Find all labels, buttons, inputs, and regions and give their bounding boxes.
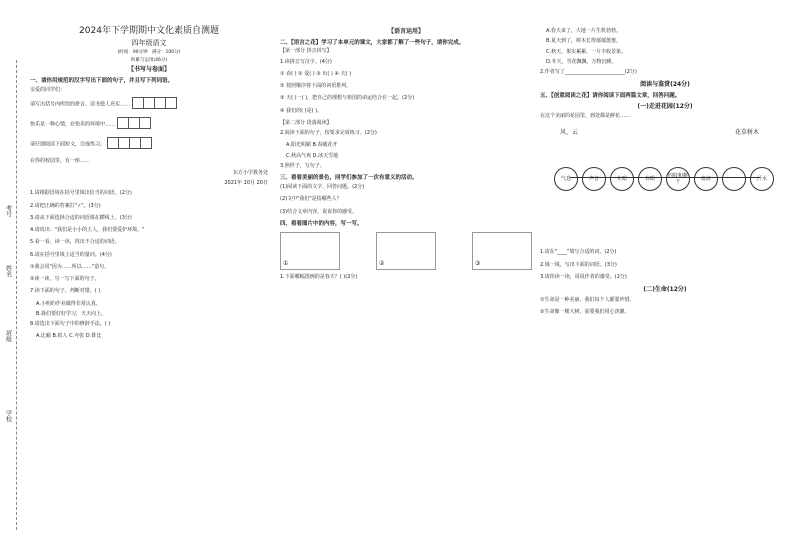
list-item: 5.看一看，读一读，找出不合适的词语。 (30, 239, 120, 246)
middle-column (280, 0, 532, 544)
part-title: 【第二部分 段落阅读】 (280, 119, 332, 126)
pinyin-boxes[interactable] (132, 97, 176, 111)
diagram-node: 右眼 (638, 167, 662, 191)
list-item: 3.照样子，写句子。 (280, 162, 325, 169)
list-item: 2.阅读下面的句子，按要求完成练习。(2分) (280, 130, 377, 137)
list-item: 1.读拼音写汉字。(4分) (280, 58, 332, 65)
list-item: 1.下面哪幅图画的是春天？( )(2分) (280, 273, 358, 280)
option: A.春天来了，大地一片生机勃勃。 (546, 28, 621, 34)
diagram-node: 血液 (694, 167, 718, 191)
list-item: (3)结合文章内容，说说你的感受。 (280, 208, 358, 215)
left-column (30, 0, 268, 544)
picture-2: ② (376, 232, 436, 270)
section-header: 阅读与鉴赏(24分) (640, 81, 690, 89)
option: B.我们要好好学习，天天向上。 (36, 310, 107, 317)
list-item: 8.请选出下面句子中的修辞手法。( ) (30, 321, 111, 328)
option: A.小明的作业做得非常认真。 (36, 300, 101, 307)
paragraph: 在你的校园里，有一座…… (30, 157, 91, 164)
passage-title: (二)生命(12分) (643, 286, 687, 294)
list-item: ①我会用"因为……所以……"造句。 (30, 263, 110, 270)
greeting: 亲爱的同学们： (30, 86, 66, 93)
list-item: 2.作者写了________________________(2分) (540, 69, 637, 75)
option: C.秋高气爽 D.冰天雪地 (286, 152, 339, 159)
list-item: ① 看( ) ② 爱( ) ③ 出( ) ④ 夫( ) (280, 70, 352, 77)
time-score: (时间：90分钟 满分：100分) (117, 50, 181, 55)
exam-title: 2024年下学期期中文化素质自测题 (79, 26, 219, 36)
list-item: ③ 天( )一( )，把自己的理想与祖国的命运结合在一起。(2分) (280, 95, 415, 102)
option: D.冬天，雪花飘飘，万物沉睡。 (546, 58, 617, 65)
paragraph: ②生命像一棵大树，需要我们用心浇灌。 (540, 308, 630, 315)
diagram-label-plants: 花草树木 (735, 129, 760, 137)
list-item: 3.请你读一读，说说作者的感受。(2分) (540, 273, 627, 280)
passage-title: (一)走进花园(12分) (637, 102, 693, 110)
list-item: ② 按照顺序将下面的词语排列。 (280, 83, 352, 90)
signature: 东方小学教务处 (232, 169, 268, 176)
diagram-node: 汗水 (750, 167, 774, 191)
diagram-label-wind-cloud: 风、云 (560, 129, 579, 137)
list-item: 6.请在括号里填上适当的量词。(4分) (30, 251, 112, 258)
paragraph: ①生命是一种美丽，我们每个人都要珍惜。 (540, 296, 635, 303)
list-item: ④ 我们的( )是( )。 (280, 107, 323, 114)
subject-title: 四年级语文 (131, 39, 167, 48)
pinyin-boxes[interactable] (117, 117, 150, 131)
paragraph: 在这个美丽的花园里，到处都是鲜花…… (540, 113, 631, 120)
picture-row (280, 232, 532, 270)
diagram-node: 四肢和躯干 (666, 167, 690, 191)
paragraph: 请写出括号内所给的拼音。读书使人充实…… (30, 97, 268, 111)
list-item: 2.请把正确的答案打"✓"。(3分) (30, 202, 101, 209)
picture-1: ① (280, 232, 340, 270)
name-label: 姓名 (4, 265, 12, 277)
section-header: 【书写与卷面】 (127, 66, 170, 74)
question-5: 五、【创意阅读之花】请你阅读下面两篇文章，回答问题。 (540, 92, 681, 99)
picture-3: ③ (472, 232, 532, 270)
section-basic: 积累与运用(46分) (130, 57, 168, 63)
body-diagram (540, 125, 790, 245)
question-3: 三、看看美丽的景色，同学们参加了一次有意义的活动。 (280, 175, 418, 182)
list-item: (1)阅读下面的文字，回答问题。(2分) (280, 184, 365, 190)
list-item: 1.请根据语境在括号里填出恰当的词语。(2分) (30, 190, 132, 197)
diagram-node: 气息 (554, 167, 578, 191)
option: A.阳光明媚 B.春暖花开 (286, 142, 338, 149)
diagram-node (722, 167, 746, 191)
list-item: (2)文中"我们"是指哪些人？ (280, 196, 342, 203)
list-item: 7.读下面的句子，判断对错。( ) (30, 288, 101, 295)
date: 2021年 10月 20日 (224, 180, 268, 187)
binding-margin (0, 0, 28, 544)
list-item: 1.请在"____"填写合适的词。(2分) (540, 249, 617, 256)
class-label: 班级 (4, 330, 12, 342)
question-4: 四、看看图片中的内容，写一写。 (280, 220, 363, 227)
section-header: 【语言运用】 (387, 28, 424, 35)
question-1: 一、请你用规范的汉字写出下面的句子，并且写下列词语。 (30, 77, 174, 84)
pinyin-boxes[interactable] (107, 137, 151, 151)
list-item: 3.请从下面选择合适的词语填在横线上。(3分) (30, 214, 132, 221)
exam-no-label: 考号 (4, 205, 12, 217)
option: B.夏天到了，树木长得郁郁葱葱。 (546, 38, 622, 45)
paragraph: 快乐是一种心情，在快乐的环境中…… (30, 117, 268, 131)
school-label: 学校 (4, 410, 12, 422)
part-title: 【第一部分 拼音拼写】 (280, 48, 332, 55)
list-item: ②读一读，写一写下面的句子。 (30, 276, 100, 283)
list-item: 4.请说出："我们是小小的主人，我们要爱护环境。" (30, 227, 145, 234)
diagram-node: 声音 (582, 167, 606, 191)
paragraph: 请仔细阅读下面短文，完成练习。 (30, 137, 268, 151)
option: C.秋天，果实累累，一片丰收景象。 (546, 48, 627, 55)
diagram-node: 左眼 (610, 167, 634, 191)
right-column (540, 0, 790, 544)
option: A.比喻 B.拟人 C.夸张 D.排比 (36, 333, 102, 340)
question-2: 二、【语言之花】学习了本单元的课文，大家都了解了一些句子，请你完成。 (280, 39, 465, 46)
binding-line (16, 60, 17, 530)
list-item: 2.填一填，写出下面的词语。(3分) (540, 261, 617, 268)
